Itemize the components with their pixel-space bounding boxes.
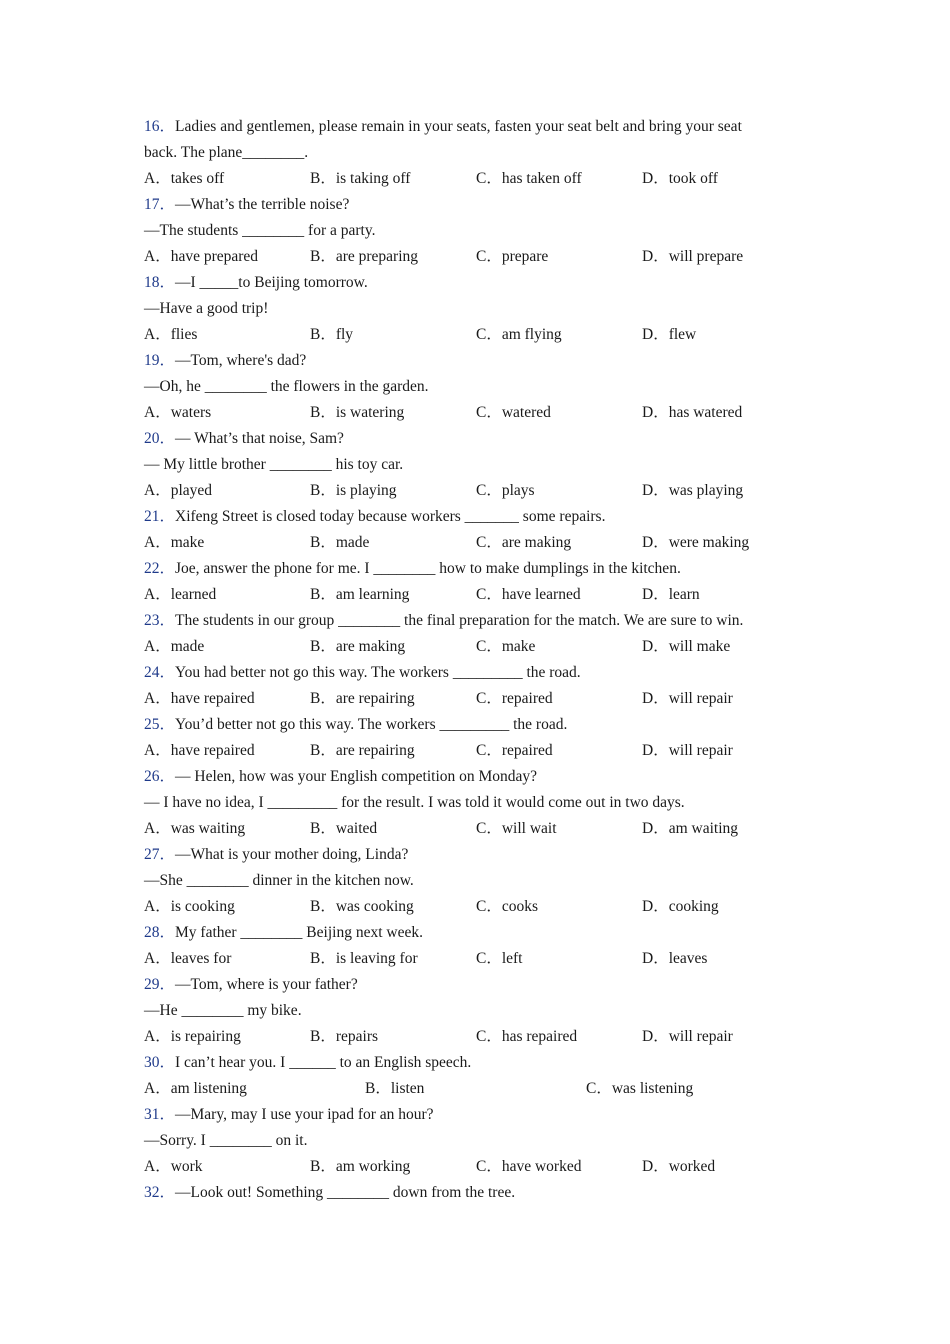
question-number: 28． xyxy=(144,924,176,941)
question-number: 18． xyxy=(144,274,176,291)
answer-option[interactable]: D．was playing xyxy=(642,482,744,499)
question-number: 23． xyxy=(144,612,176,629)
answer-option[interactable]: B．waited xyxy=(310,820,378,837)
answer-option[interactable]: D．will make xyxy=(642,638,731,655)
answer-options xyxy=(144,894,804,920)
question-line xyxy=(144,764,804,790)
question-line xyxy=(144,218,804,244)
question-7 xyxy=(144,608,804,660)
answer-option[interactable]: A．have repaired xyxy=(144,742,255,759)
question-number: 27． xyxy=(144,846,176,863)
answer-option[interactable]: B．repairs xyxy=(310,1028,379,1045)
question-line xyxy=(144,296,804,322)
question-line xyxy=(144,1102,804,1128)
question-6 xyxy=(144,556,804,608)
question-text: —What is your mother doing, Linda? xyxy=(175,846,409,863)
question-number: 17． xyxy=(144,196,176,213)
answer-option[interactable]: A．is cooking xyxy=(144,898,235,915)
answer-option[interactable]: B．are preparing xyxy=(310,248,419,265)
question-text: Ladies and gentlemen, please remain in your seats, fasten your seat belt and bring your seat xyxy=(175,118,742,135)
answer-option[interactable]: C．was listening xyxy=(586,1080,694,1097)
answer-option[interactable]: D．worked xyxy=(642,1158,716,1175)
answer-option[interactable]: B．is leaving for xyxy=(310,950,418,967)
question-number: 31． xyxy=(144,1106,176,1123)
answer-option[interactable]: A．have prepared xyxy=(144,248,259,265)
question-4 xyxy=(144,426,804,504)
question-5 xyxy=(144,504,804,556)
answer-option[interactable]: C．has taken off xyxy=(476,170,582,187)
question-14 xyxy=(144,1050,804,1102)
answer-option[interactable]: B．listen xyxy=(365,1080,425,1097)
question-number: 22． xyxy=(144,560,176,577)
question-13 xyxy=(144,972,804,1050)
answer-options xyxy=(144,166,804,192)
answer-option[interactable]: C．plays xyxy=(476,482,535,499)
question-1 xyxy=(144,192,804,270)
answer-option[interactable]: C．am flying xyxy=(476,326,562,343)
answer-option[interactable]: A．leaves for xyxy=(144,950,232,967)
answer-option[interactable]: D．will prepare xyxy=(642,248,744,265)
question-line xyxy=(144,660,804,686)
answer-option[interactable]: A．am listening xyxy=(144,1080,247,1097)
question-text: — My little brother ________ his toy car. xyxy=(144,456,404,473)
answer-options xyxy=(144,738,804,764)
question-line xyxy=(144,556,804,582)
answer-options xyxy=(144,1024,804,1050)
answer-option[interactable]: B．is watering xyxy=(310,404,405,421)
answer-options xyxy=(144,244,804,270)
question-text: I can’t hear you. I ______ to an English speech. xyxy=(175,1054,472,1071)
question-line xyxy=(144,1180,804,1206)
answer-option[interactable]: A．work xyxy=(144,1158,203,1175)
answer-option[interactable]: B．am working xyxy=(310,1158,411,1175)
answer-options xyxy=(144,816,804,842)
question-0 xyxy=(144,114,804,192)
question-text: —Tom, where's dad? xyxy=(175,352,307,369)
question-line xyxy=(144,868,804,894)
question-text: —He ________ my bike. xyxy=(144,1002,302,1019)
question-line xyxy=(144,972,804,998)
question-text: You’d better not go this way. The workers _________ the road. xyxy=(175,716,568,733)
question-line xyxy=(144,504,804,530)
answer-option[interactable]: A．takes off xyxy=(144,170,225,187)
question-text: —Tom, where is your father? xyxy=(175,976,358,993)
question-line xyxy=(144,1050,804,1076)
question-16 xyxy=(144,1180,804,1206)
answer-options xyxy=(144,400,804,426)
question-text: —What’s the terrible noise? xyxy=(175,196,350,213)
question-number: 21． xyxy=(144,508,176,525)
answer-option[interactable]: C．left xyxy=(476,950,523,967)
question-text: — I have no idea, I _________ for the result. I was told it would come out in two days. xyxy=(144,794,685,811)
answer-option[interactable]: A．waters xyxy=(144,404,212,421)
answer-option[interactable]: D．has watered xyxy=(642,404,743,421)
question-text: —I _____to Beijing tomorrow. xyxy=(175,274,368,291)
answer-options xyxy=(144,1154,804,1180)
answer-option[interactable]: A．was waiting xyxy=(144,820,246,837)
answer-options xyxy=(144,322,804,348)
answer-options xyxy=(144,946,804,972)
answer-option[interactable]: A．have repaired xyxy=(144,690,255,707)
question-12 xyxy=(144,920,804,972)
question-line xyxy=(144,790,804,816)
answer-options xyxy=(144,686,804,712)
answer-option[interactable]: D．will repair xyxy=(642,1028,733,1045)
answer-option[interactable]: D．am waiting xyxy=(642,820,738,837)
answer-option[interactable]: C．repaired xyxy=(476,742,553,759)
answer-option[interactable]: B．fly xyxy=(310,326,354,343)
question-text: — What’s that noise, Sam? xyxy=(175,430,344,447)
answer-option[interactable]: D．were making xyxy=(642,534,750,551)
question-text: You had better not go this way. The workers _________ the road. xyxy=(175,664,581,681)
answer-option[interactable]: A．is repairing xyxy=(144,1028,241,1045)
answer-option[interactable]: C．cooks xyxy=(476,898,539,915)
answer-option[interactable]: A．played xyxy=(144,482,213,499)
question-text: —The students ________ for a party. xyxy=(144,222,376,239)
question-line xyxy=(144,712,804,738)
question-text: —Look out! Something ________ down from the tree. xyxy=(175,1184,516,1201)
answer-options xyxy=(144,634,804,660)
answer-option[interactable]: B．is taking off xyxy=(310,170,411,187)
question-3 xyxy=(144,348,804,426)
question-line xyxy=(144,140,804,166)
question-number: 29． xyxy=(144,976,176,993)
question-10 xyxy=(144,764,804,842)
answer-option[interactable]: A．flies xyxy=(144,326,198,343)
answer-option[interactable]: B．made xyxy=(310,534,370,551)
question-line xyxy=(144,114,804,140)
answer-option[interactable]: C．will wait xyxy=(476,820,557,837)
answer-options xyxy=(144,582,804,608)
answer-options xyxy=(144,478,804,504)
question-line xyxy=(144,998,804,1024)
answer-option[interactable]: D．took off xyxy=(642,170,718,187)
question-text: —Have a good trip! xyxy=(144,300,269,317)
answer-option[interactable]: D．leaves xyxy=(642,950,708,967)
answer-option[interactable]: D．will repair xyxy=(642,742,733,759)
answer-option[interactable]: C．watered xyxy=(476,404,551,421)
question-number: 20． xyxy=(144,430,176,447)
answer-option[interactable]: B．was cooking xyxy=(310,898,414,915)
answer-option[interactable]: B．are making xyxy=(310,638,406,655)
question-text: back. The plane________. xyxy=(144,144,309,161)
question-text: —She ________ dinner in the kitchen now. xyxy=(144,872,414,889)
question-15 xyxy=(144,1102,804,1180)
question-text: My father ________ Beijing next week. xyxy=(175,924,423,941)
answer-option[interactable]: C．prepare xyxy=(476,248,549,265)
question-line xyxy=(144,192,804,218)
question-number: 30． xyxy=(144,1054,176,1071)
question-text: Xifeng Street is closed today because workers _______ some repairs. xyxy=(175,508,606,525)
answer-option[interactable]: B．am learning xyxy=(310,586,410,603)
question-line xyxy=(144,1128,804,1154)
answer-option[interactable]: A．make xyxy=(144,534,205,551)
question-line xyxy=(144,608,804,634)
answer-option[interactable]: C．are making xyxy=(476,534,572,551)
answer-option[interactable]: C．have worked xyxy=(476,1158,582,1175)
question-11 xyxy=(144,842,804,920)
question-8 xyxy=(144,660,804,712)
answer-option[interactable]: C．repaired xyxy=(476,690,553,707)
question-number: 26． xyxy=(144,768,176,785)
question-number: 19． xyxy=(144,352,176,369)
question-number: 32． xyxy=(144,1184,176,1201)
question-text: The students in our group ________ the final preparation for the match. We are sure to win. xyxy=(175,612,744,629)
question-line xyxy=(144,452,804,478)
answer-option[interactable]: C．has repaired xyxy=(476,1028,578,1045)
answer-option[interactable]: D．cooking xyxy=(642,898,719,915)
answer-option[interactable]: B．are repairing xyxy=(310,690,415,707)
answer-option[interactable]: B．is playing xyxy=(310,482,397,499)
question-line xyxy=(144,842,804,868)
answer-option[interactable]: C．have learned xyxy=(476,586,581,603)
question-number: 25． xyxy=(144,716,176,733)
answer-option[interactable]: A．made xyxy=(144,638,205,655)
question-line xyxy=(144,270,804,296)
question-number: 24． xyxy=(144,664,176,681)
question-line xyxy=(144,920,804,946)
answer-option[interactable]: C．make xyxy=(476,638,536,655)
answer-options xyxy=(144,530,804,556)
answer-option[interactable]: D．will repair xyxy=(642,690,733,707)
question-text: —Sorry. I ________ on it. xyxy=(144,1132,308,1149)
question-number: 16． xyxy=(144,118,176,135)
answer-option[interactable]: D．learn xyxy=(642,586,700,603)
answer-option[interactable]: B．are repairing xyxy=(310,742,415,759)
question-text: Joe, answer the phone for me. I ________ how to make dumplings in the kitchen. xyxy=(175,560,681,577)
question-line xyxy=(144,426,804,452)
answer-options xyxy=(144,1076,804,1102)
question-2 xyxy=(144,270,804,348)
question-text: — Helen, how was your English competition on Monday? xyxy=(175,768,538,785)
question-sheet xyxy=(144,114,804,1206)
answer-option[interactable]: D．flew xyxy=(642,326,697,343)
question-text: —Oh, he ________ the flowers in the garden. xyxy=(144,378,429,395)
question-line xyxy=(144,374,804,400)
question-9 xyxy=(144,712,804,764)
question-line xyxy=(144,348,804,374)
answer-option[interactable]: A．learned xyxy=(144,586,217,603)
question-text: —Mary, may I use your ipad for an hour? xyxy=(175,1106,434,1123)
